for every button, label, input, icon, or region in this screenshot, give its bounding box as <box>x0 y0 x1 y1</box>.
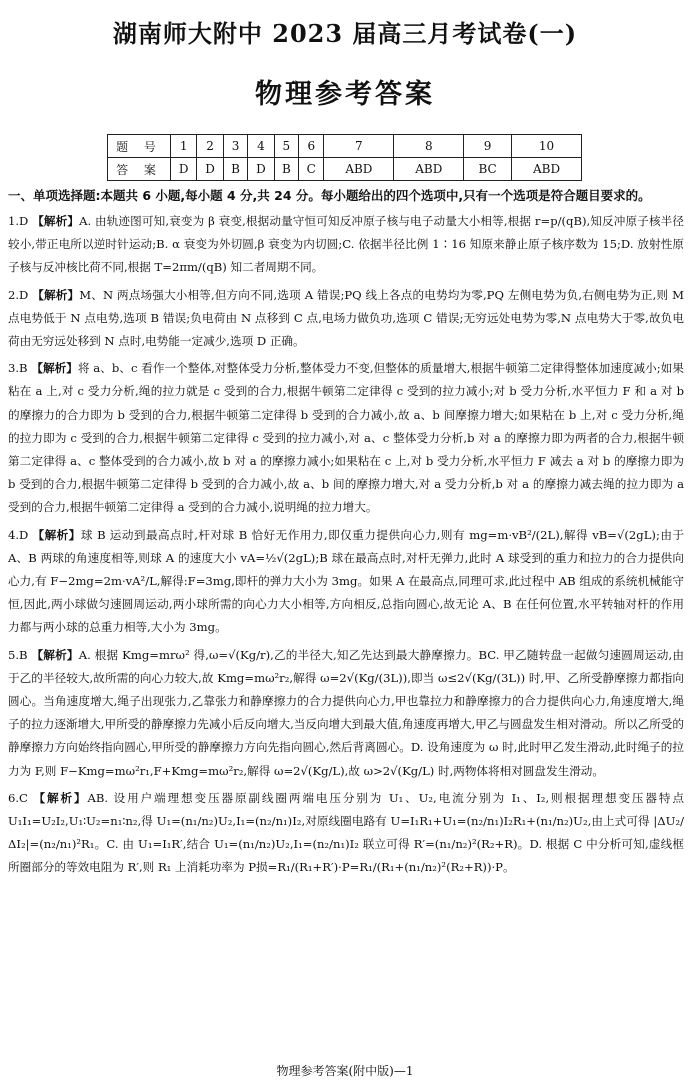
solution-item-5 <box>8 644 684 783</box>
answer-row-label: 答 案 <box>108 158 171 181</box>
solution-item-2 <box>8 284 684 354</box>
answer-cell: D <box>197 158 223 181</box>
question-number: 6 <box>299 135 324 158</box>
answer-cell: C <box>299 158 324 181</box>
solution-tag: 【解析】 <box>31 647 79 662</box>
solution-text: 将 a、b、c 看作一个整体,对整体受力分析,整体受力不变,但整体的质量增大,根据牛顿第二定律得整体加速度减小;如果粘在 a 上,对 c 受力分析,绳的拉力就是 c 受到的合力,根据牛顿第二定律得 c 受到的拉力减小;对 b 受力分析,水平恒力 F 和 a 对 b 的摩擦力的合力即为 b 受到的合力,根据牛顿第二定律得 b 受到的合力减小,故 a、b 间摩擦力增大;如果粘在 b 上,对 c 受力分析,绳的拉力即为 c 受到的合力,根据牛顿第二定律得 c 受到的拉力减小,对 a、c 整体受力分析,b 对 a 的摩擦力即为两者的合力,根据牛顿第二定律得 a、c 整体受到的合力减小,故 b 对 a 的摩擦力减小;如果粘在 c 上,对 b 受力分析,水平恒力 F 减去 a 对 b 的摩擦力即为 b 受到的合力,根据牛顿第二定律得 b 受到的合力减小,故 a、b 间的摩擦力增大,对 a 受力分析,b 对 a 的摩擦力减去绳的拉力即为 a 受到的合力,根据牛顿第二定律得 a 受到的合力减小,说明绳的拉力增大。 <box>8 361 684 515</box>
solution-text: M、N 两点场强大小相等,但方向不同,选项 A 错误;PQ 线上各点的电势均为零,PQ 左侧电势为负,右侧电势为正,则 M 点电势低于 N 点电势,选项 B 错误;负电荷由 N 点移到 C 点,电场力做负功,选项 C 错误;无穷远处电势为零,N 点电势大于零,故负电荷由无穷远处移到 N 点时,电势能一定减少,选项 D 正确。 <box>8 287 684 349</box>
answer-table <box>107 134 582 181</box>
answer-table-number-row <box>108 135 582 158</box>
answer-cell: ABD <box>324 158 394 181</box>
solution-item-1 <box>8 210 684 280</box>
question-number: 1 <box>171 135 197 158</box>
page-footer: 物理参考答案(附中版)—1 <box>276 1064 414 1078</box>
question-number: 9 <box>464 135 512 158</box>
section-heading: 一、单项选择题:本题共 6 小题,每小题 4 分,共 24 分。每小题给出的四个选项中,只有一个选项是符合题目要求的。 <box>8 188 651 203</box>
answer-cell: B <box>223 158 247 181</box>
answer-cell: BC <box>464 158 512 181</box>
question-number: 8 <box>394 135 464 158</box>
solution-text: A. 由轨迹图可知,衰变为 β 衰变,根据动量守恒可知反冲原子核与电子动量大小相等,根据 r=p/(qB),知反冲原子核半径较小,带正电所以逆时针运动;B. α 衰变为外切圆,β 衰变为内切圆;C. 依据半径比例 1∶16 知原来静止原子核序数为 15;D. 放射性原子核与反冲核比荷不同,根据 T=2πm/(qB) 知二者周期不同。 <box>8 214 684 275</box>
solution-item-4 <box>8 524 684 640</box>
solution-label: 1.D <box>8 214 29 228</box>
solutions-body <box>8 210 684 1050</box>
number-row-label: 题 号 <box>108 135 171 158</box>
answer-cell: D <box>248 158 274 181</box>
solution-label: 4.D <box>8 527 29 542</box>
answer-cell: B <box>274 158 298 181</box>
exam-title: 湖南师大附中 2023 届高三月考试卷(一) <box>112 19 578 48</box>
answer-cell: ABD <box>512 158 582 181</box>
solution-tag: 【解析】 <box>32 527 81 542</box>
answer-cell: ABD <box>394 158 464 181</box>
question-number: 10 <box>512 135 582 158</box>
solution-item-6 <box>8 787 684 880</box>
answer-table-answer-row <box>108 158 582 181</box>
solution-item-3 <box>8 357 684 519</box>
answer-key-title: 物理参考答案 <box>255 79 435 110</box>
question-number: 3 <box>223 135 247 158</box>
solution-text: AB. 设用户端理想变压器原副线圈两端电压分别为 U₁、U₂,电流分别为 I₁、I₂,则根据理想变压器特点 U₁I₁=U₂I₂,U₁∶U₂=n₁∶n₂,得 U₁=(n₁/n₂)U₂,I₁=(n₂/n₁)I₂,对原线圈电路有 U=I₁R₁+U₁=(n₂/n₁)I₂R₁+(n₁/n₂)U₂,由上式可得 |ΔU₂/ΔI₂|=(n₂/n₁)²R₁。C. 由 U₁=I₁R′,结合 U₁=(n₁/n₂)U₂,I₁=(n₂/n₁)I₂ 联立可得 R′=(n₁/n₂)²(R₂+R)。D. 根据 C 中分析可知,虚线框所圈部分的等效电阻为 R′,则 R₁ 上消耗功率为 P损=R₁/(R₁+R′)·P=R₁/(R₁+(n₁/n₂)²(R₂+R))·P。 <box>8 790 684 875</box>
solution-tag: 【解析】 <box>31 361 78 376</box>
question-number: 4 <box>248 135 274 158</box>
question-number: 2 <box>197 135 223 158</box>
question-number: 5 <box>274 135 298 158</box>
solution-label: 5.B <box>8 647 28 662</box>
answer-cell: D <box>171 158 197 181</box>
solution-tag: 【解析】 <box>33 790 88 805</box>
solution-label: 6.C <box>8 790 28 805</box>
solution-label: 3.B <box>8 361 28 376</box>
solution-tag: 【解析】 <box>32 287 80 302</box>
question-number: 7 <box>324 135 394 158</box>
solution-tag: 【解析】 <box>32 214 80 228</box>
solution-text: 球 B 运动到最高点时,杆对球 B 恰好无作用力,即仅重力提供向心力,则有 mg=m·vB²/(2L),解得 vB=√(2gL);由于 A、B 两球的角速度相等,则球 A 的速度大小 vA=½√(2gL);B 球在最高点时,对杆无弹力,此时 A 球受到的重力和拉力的合力提供向心力,有 F−2mg=2m·vA²/L,解得:F=3mg,即杆的弹力大小为 3mg。如果 A 在最高点,同理可求,此过程中 AB 组成的系统机械能守恒,因此,两小球做匀速圆周运动,两小球所需的向心力大小相等,方向相反,总指向圆心,故无论 A、B 在任何位置,水平转轴对杆的作用力都与两小球的总重力相等,大小为 3mg。 <box>8 527 684 635</box>
solution-label: 2.D <box>8 287 29 302</box>
solution-text: A. 根据 Kmg=mrω² 得,ω=√(Kg/r),乙的半径大,知乙先达到最大静摩擦力。BC. 甲乙随转盘一起做匀速圆周运动,由于乙的半径较大,故所需的向心力较大,故 Kmg=mω²r₂,解得 ω=2√(Kg/(3L)),即当 ω≤2√(Kg/(3L)) 时,甲、乙所受静摩擦力都指向圆心。当角速度增大,绳子出现张力,乙靠张力和静摩擦力的合力提供向心力,甲也靠拉力和静摩擦力的合力提供向心力,角速度增大,绳子的拉力逐渐增大,甲所受的静摩擦力先减小后反向增大,当反向增大到最大值,角速度再增大,甲乙与圆盘发生相对滑动。所以乙所受的静摩擦力方向始终指向圆心,甲所受的静摩擦力方向先指向圆心,然后背离圆心。D. 设角速度为 ω 时,此时甲乙发生滑动,此时绳子的拉力为 F,则 F−Kmg=mω²r₁,F+Kmg=mω²r₂,解得 ω=2√(Kg/L),故 ω>2√(Kg/L) 时,两物体将相对圆盘发生滑动。 <box>8 647 684 778</box>
